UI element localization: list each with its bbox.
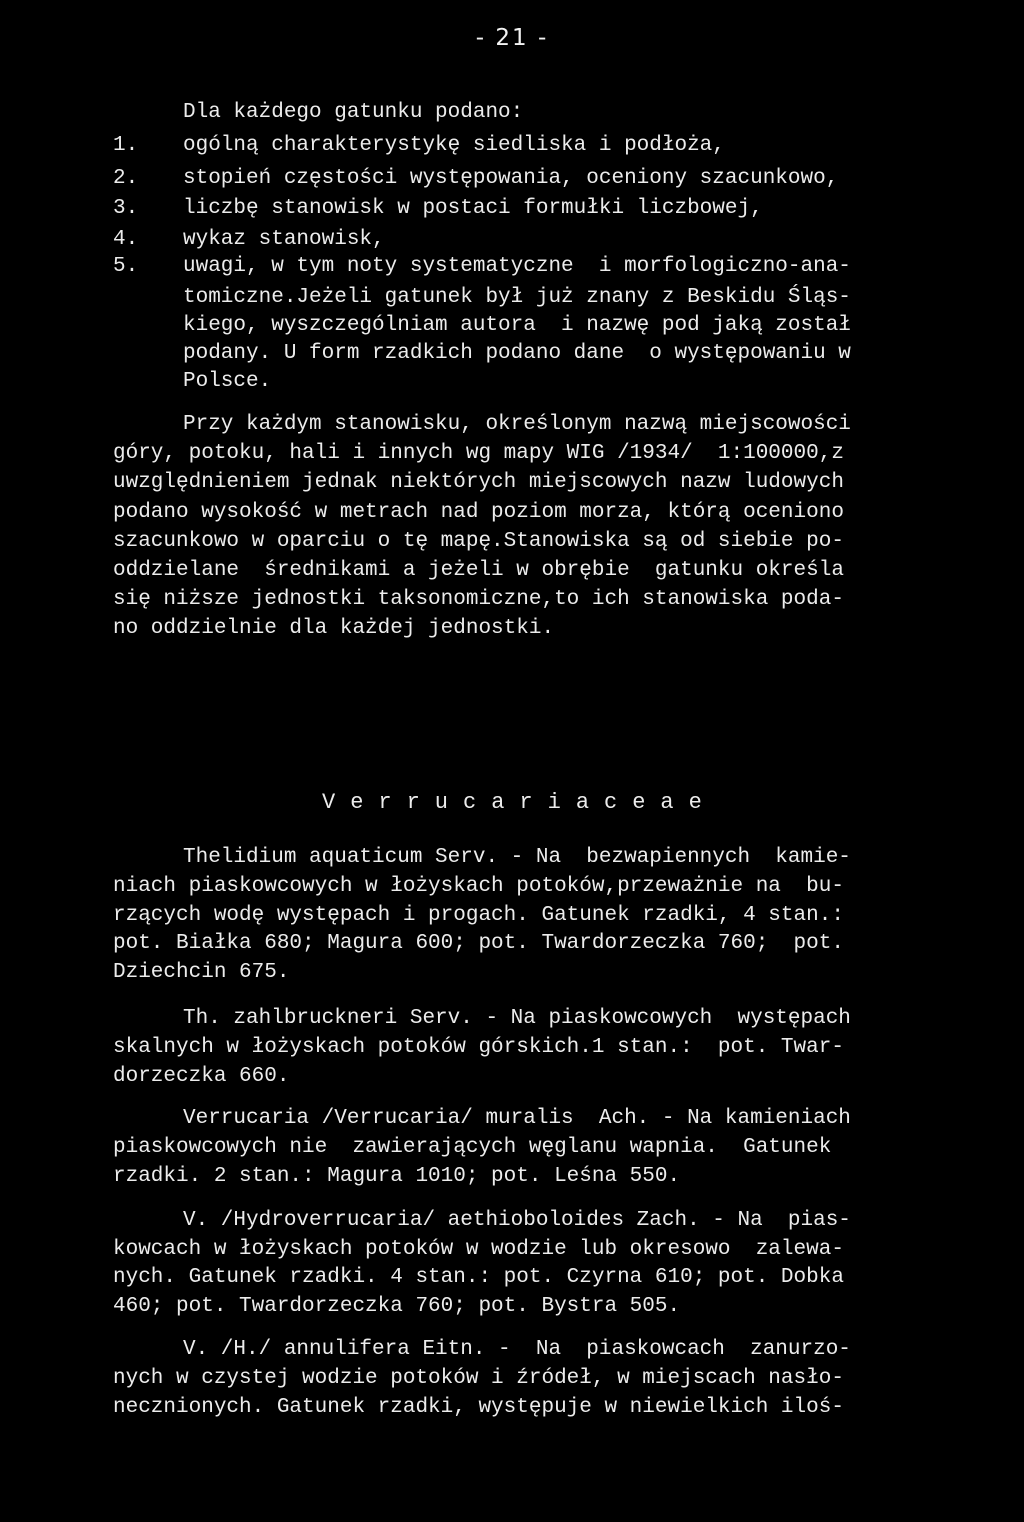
list-item-number: 2. <box>113 167 139 190</box>
paragraph-line: podano wysokość w metrach nad poziom morza, którą oceniono <box>113 501 844 524</box>
species-entry-line: rzadki. 2 stan.: Magura 1010; pot. Leśna 550. <box>113 1165 681 1188</box>
paragraph-line: oddzielane średnikami a jeżeli w obrębie gatunku określa <box>113 559 844 582</box>
paragraph-line: szacunkowo w oparciu o tę mapę.Stanowiska są od siebie po- <box>113 530 844 553</box>
list-item-continuation: podany. U form rzadkich podano dane o występowaniu w <box>183 342 851 365</box>
species-entry-line: Dziechcin 675. <box>113 961 290 984</box>
list-item-text: stopień częstości występowania, oceniony szacunkowo, <box>183 167 839 190</box>
list-item-number: 5. <box>113 255 139 278</box>
species-entry-line: Verrucaria /Verrucaria/ muralis Ach. - Na kamieniach <box>183 1107 851 1130</box>
species-entry-line: necznionych. Gatunek rzadki, występuje w niewielkich iloś- <box>113 1396 844 1419</box>
species-entry-line: skalnych w łożyskach potoków górskich.1 stan.: pot. Twar- <box>113 1036 844 1059</box>
list-item-continuation: kiego, wyszczególniam autora i nazwę pod jaką został <box>183 314 851 337</box>
intro-heading: Dla każdego gatunku podano: <box>183 101 524 124</box>
species-entry-line: 460; pot. Twardorzeczka 760; pot. Bystra 505. <box>113 1295 681 1318</box>
species-entry-line: Th. zahlbruckneri Serv. - Na piaskowcowych występach <box>183 1007 851 1030</box>
species-entry-line: nych w czystej wodzie potoków i źródeł, w miejscach nasło- <box>113 1367 844 1390</box>
species-entry-line: piaskowcowych nie zawierających węglanu wapnia. Gatunek <box>113 1136 832 1159</box>
species-entry-line: nych. Gatunek rzadki. 4 stan.: pot. Czyrna 610; pot. Dobka <box>113 1266 844 1289</box>
species-entry-line: dorzeczka 660. <box>113 1065 290 1088</box>
species-entry-line: V. /H./ annulifera Eitn. - Na piaskowcach zanurzo- <box>183 1338 851 1361</box>
paragraph-line: góry, potoku, hali i innych wg mapy WIG /1934/ 1:100000,z <box>113 442 844 465</box>
species-entry-line: V. /Hydroverrucaria/ aethioboloides Zach. - Na pias- <box>183 1209 851 1232</box>
list-item-text: uwagi, w tym noty systematyczne i morfologiczno-ana- <box>183 255 851 278</box>
family-heading: Verrucariaceae <box>322 790 717 815</box>
paragraph-line: no oddzielnie dla każdej jednostki. <box>113 617 555 640</box>
list-item-number: 1. <box>113 134 139 157</box>
page-number: - 21 - <box>475 25 549 51</box>
list-item-number: 3. <box>113 197 139 220</box>
list-item-number: 4. <box>113 228 139 251</box>
species-entry-line: Thelidium aquaticum Serv. - Na bezwapiennych kamie- <box>183 846 851 869</box>
species-entry-line: niach piaskowcowych w łożyskach potoków,przeważnie na bu- <box>113 875 844 898</box>
list-item-text: wykaz stanowisk, <box>183 228 385 251</box>
list-item-text: ogólną charakterystykę siedliska i podłoża, <box>183 134 725 157</box>
list-item-text: liczbę stanowisk w postaci formułki liczbowej, <box>183 197 763 220</box>
list-item-continuation: tomiczne.Jeżeli gatunek był już znany z Beskidu Śląs- <box>183 286 851 309</box>
species-entry-line: rzących wodę występach i progach. Gatunek rzadki, 4 stan.: <box>113 904 844 927</box>
list-item-continuation: Polsce. <box>183 370 272 393</box>
species-entry-line: pot. Białka 680; Magura 600; pot. Twardorzeczka 760; pot. <box>113 932 844 955</box>
paragraph-line: Przy każdym stanowisku, określonym nazwą miejscowości <box>183 413 851 436</box>
paragraph-line: się niższe jednostki taksonomiczne,to ich stanowiska poda- <box>113 588 844 611</box>
paragraph-line: uwzględnieniem jednak niektórych miejscowych nazw ludowych <box>113 471 844 494</box>
species-entry-line: kowcach w łożyskach potoków w wodzie lub okresowo zalewa- <box>113 1238 844 1261</box>
